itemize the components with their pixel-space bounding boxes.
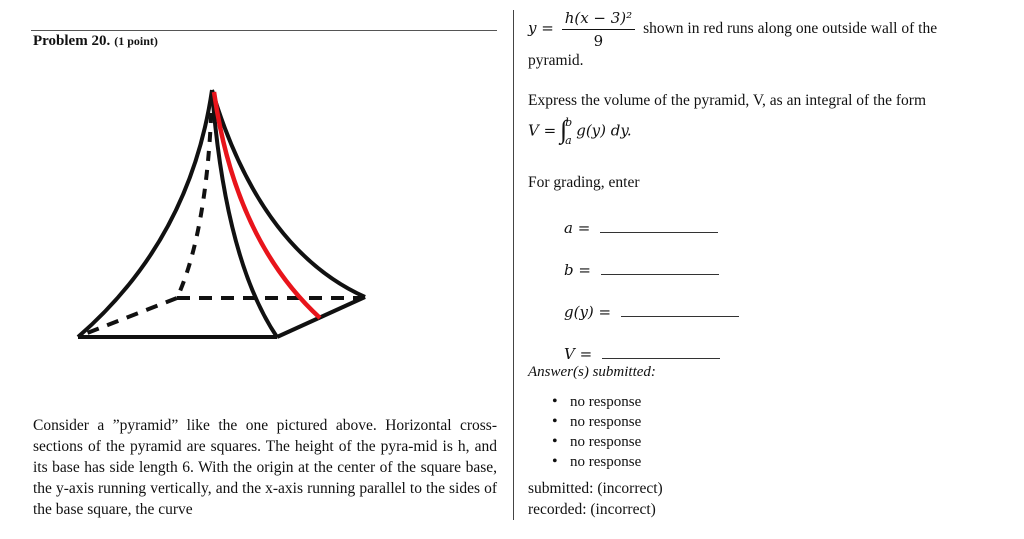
edge-front-left <box>78 90 212 337</box>
problem-text: Consider a ”pyramid” like the one pictured above. Horizontal cross-sections of the pyramid are squares. The height of the pyra-mid is h, and its base has side length 6. With the origin at the center of the square base, the y-axis running vertically, and the x-axis running parallel to the sides of the base square, the curve <box>33 417 497 518</box>
curve-lhs: y = <box>528 19 554 38</box>
list-item: • no response <box>570 412 641 432</box>
answer-g <box>564 302 739 322</box>
red-curve <box>214 92 320 318</box>
answer-v <box>564 344 720 364</box>
integral-sign: ∫ <box>560 115 568 144</box>
base-right-edge <box>277 297 365 337</box>
answer-a <box>564 218 718 238</box>
response-list <box>570 392 641 472</box>
answer-v-label: V = <box>564 345 593 363</box>
answer-g-label: g(y) = <box>564 303 612 321</box>
pyramid-figure <box>60 80 380 350</box>
lower-limit: a <box>565 134 572 147</box>
header-rule <box>31 30 497 31</box>
curve-description: shown in red runs along one outside wall of the pyramid. <box>528 20 938 69</box>
fraction-numerator: h(x − 3)² <box>562 8 636 30</box>
hidden-edge-base-left <box>82 298 177 335</box>
status-block <box>528 478 663 520</box>
curve-fraction <box>562 8 636 51</box>
edge-back-right <box>212 90 365 297</box>
column-divider <box>513 10 514 520</box>
integral-form <box>528 114 632 150</box>
recorded-status: recorded: (incorrect) <box>528 501 656 518</box>
answer-v-input[interactable] <box>602 344 720 359</box>
volume-prompt: Express the volume of the pyramid, V, as an integral of the form <box>528 92 927 109</box>
answer-a-label: a = <box>564 219 591 237</box>
integrand: g(y) dy. <box>576 121 632 140</box>
integral-lhs: V = <box>528 121 557 140</box>
answer-a-input[interactable] <box>600 218 718 233</box>
answer-g-input[interactable] <box>621 302 739 317</box>
list-item: • no response <box>570 452 641 472</box>
upper-limit: b <box>565 116 573 129</box>
problem-title <box>33 33 158 50</box>
list-item: • no response <box>570 392 641 412</box>
answer-b <box>564 260 719 280</box>
fraction-denominator: 9 <box>593 32 604 50</box>
grading-label: For grading, enter <box>528 174 640 191</box>
curve-equation-paragraph <box>528 8 996 71</box>
list-item: • no response <box>570 432 641 452</box>
submitted-status: submitted: (incorrect) <box>528 480 663 497</box>
answer-b-label: b = <box>564 261 591 279</box>
problem-points: (1 point) <box>114 34 158 48</box>
problem-number: Problem 20. <box>33 33 111 49</box>
submitted-label: Answer(s) submitted: <box>528 364 656 380</box>
answer-b-input[interactable] <box>601 260 719 275</box>
